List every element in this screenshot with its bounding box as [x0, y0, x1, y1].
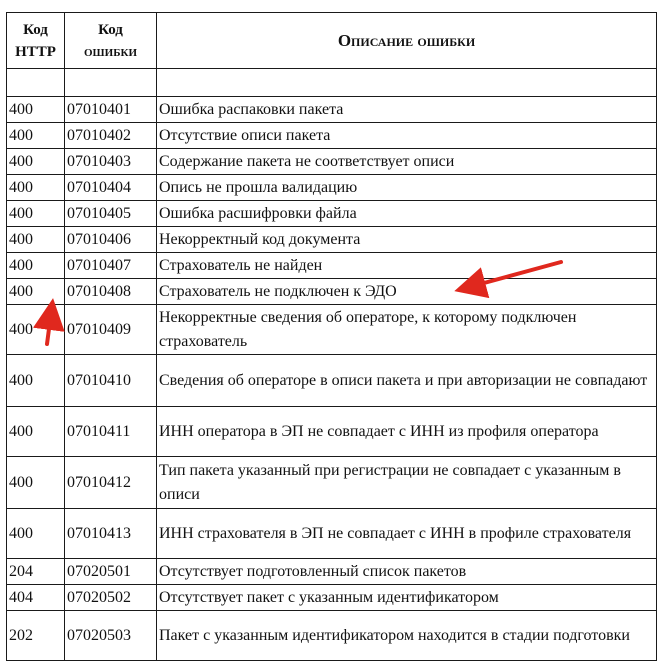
description-cell: Страхователь не найден [157, 253, 657, 279]
header-error-code [65, 13, 157, 69]
http-code-cell: 204 [7, 559, 65, 585]
http-code-cell: 400 [7, 407, 65, 457]
http-code-cell: 400 [7, 305, 65, 355]
header-err-line1: Код [98, 21, 123, 38]
description-cell: Опись не прошла валидацию [157, 175, 657, 201]
description-cell: Некорректный код документа [157, 227, 657, 253]
table-row [7, 355, 657, 407]
description-cell: Отсутствует подготовленный список пакетов [157, 559, 657, 585]
error-code-cell: 07010411 [65, 407, 157, 457]
table-row [7, 253, 657, 279]
error-code-cell: 07010403 [65, 149, 157, 175]
header-http-line2: HTTP [15, 43, 56, 60]
http-code-cell: 400 [7, 175, 65, 201]
http-code-cell: 400 [7, 279, 65, 305]
description-cell: ИНН страхователя в ЭП не совпадает с ИНН в профиле страхователя [157, 509, 657, 559]
table-row [7, 407, 657, 457]
table-row [7, 279, 657, 305]
table-row [7, 509, 657, 559]
table-row [7, 149, 657, 175]
empty-cell [7, 69, 65, 97]
http-code-cell: 400 [7, 355, 65, 407]
description-cell: ИНН оператора в ЭП не совпадает с ИНН из профиля оператора [157, 407, 657, 457]
description-cell: Сведения об операторе в описи пакета и при авторизации не совпадают [157, 355, 657, 407]
error-code-cell: 07010410 [65, 355, 157, 407]
table-row [7, 227, 657, 253]
error-code-cell: 07020502 [65, 585, 157, 611]
table-row [7, 305, 657, 355]
http-code-cell: 400 [7, 457, 65, 509]
description-cell: Отсутствует пакет с указанным идентификатором [157, 585, 657, 611]
error-code-cell: 07010404 [65, 175, 157, 201]
table-row [7, 201, 657, 227]
error-code-cell: 07010406 [65, 227, 157, 253]
http-code-cell: 400 [7, 97, 65, 123]
header-description: Описание ошибки [157, 13, 657, 69]
description-cell: Тип пакета указанный при регистрации не совпадает с указанным в описи [157, 457, 657, 509]
error-code-cell: 07010413 [65, 509, 157, 559]
description-cell: Отсутствие описи пакета [157, 123, 657, 149]
error-code-cell: 07010412 [65, 457, 157, 509]
error-code-cell: 07020503 [65, 611, 157, 661]
error-code-cell: 07010405 [65, 201, 157, 227]
empty-cell [157, 69, 657, 97]
table-row [7, 559, 657, 585]
table-row [7, 97, 657, 123]
error-codes-table [6, 12, 657, 661]
http-code-cell: 400 [7, 253, 65, 279]
table-row [7, 123, 657, 149]
http-code-cell: 404 [7, 585, 65, 611]
header-err-line2: ошибки [84, 43, 137, 60]
error-code-cell: 07010407 [65, 253, 157, 279]
http-code-cell: 400 [7, 227, 65, 253]
http-code-cell: 400 [7, 201, 65, 227]
http-code-cell: 400 [7, 123, 65, 149]
header-http-code [7, 13, 65, 69]
empty-row [7, 69, 657, 97]
table-row [7, 585, 657, 611]
error-code-cell: 07010409 [65, 305, 157, 355]
http-code-cell: 202 [7, 611, 65, 661]
table-row [7, 175, 657, 201]
error-code-cell: 07020501 [65, 559, 157, 585]
http-code-cell: 400 [7, 149, 65, 175]
header-row [7, 13, 657, 69]
description-cell: Страхователь не подключен к ЭДО [157, 279, 657, 305]
empty-cell [65, 69, 157, 97]
table-row [7, 457, 657, 509]
error-code-cell: 07010408 [65, 279, 157, 305]
description-cell: Ошибка расшифровки файла [157, 201, 657, 227]
description-cell: Содержание пакета не соответствует описи [157, 149, 657, 175]
table-row [7, 611, 657, 661]
error-code-cell: 07010401 [65, 97, 157, 123]
description-cell: Пакет с указанным идентификатором находится в стадии подготовки [157, 611, 657, 661]
http-code-cell: 400 [7, 509, 65, 559]
header-http-line1: Код [23, 21, 48, 38]
description-cell: Некорректные сведения об операторе, к которому подключен страхователь [157, 305, 657, 355]
description-cell: Ошибка распаковки пакета [157, 97, 657, 123]
error-code-cell: 07010402 [65, 123, 157, 149]
